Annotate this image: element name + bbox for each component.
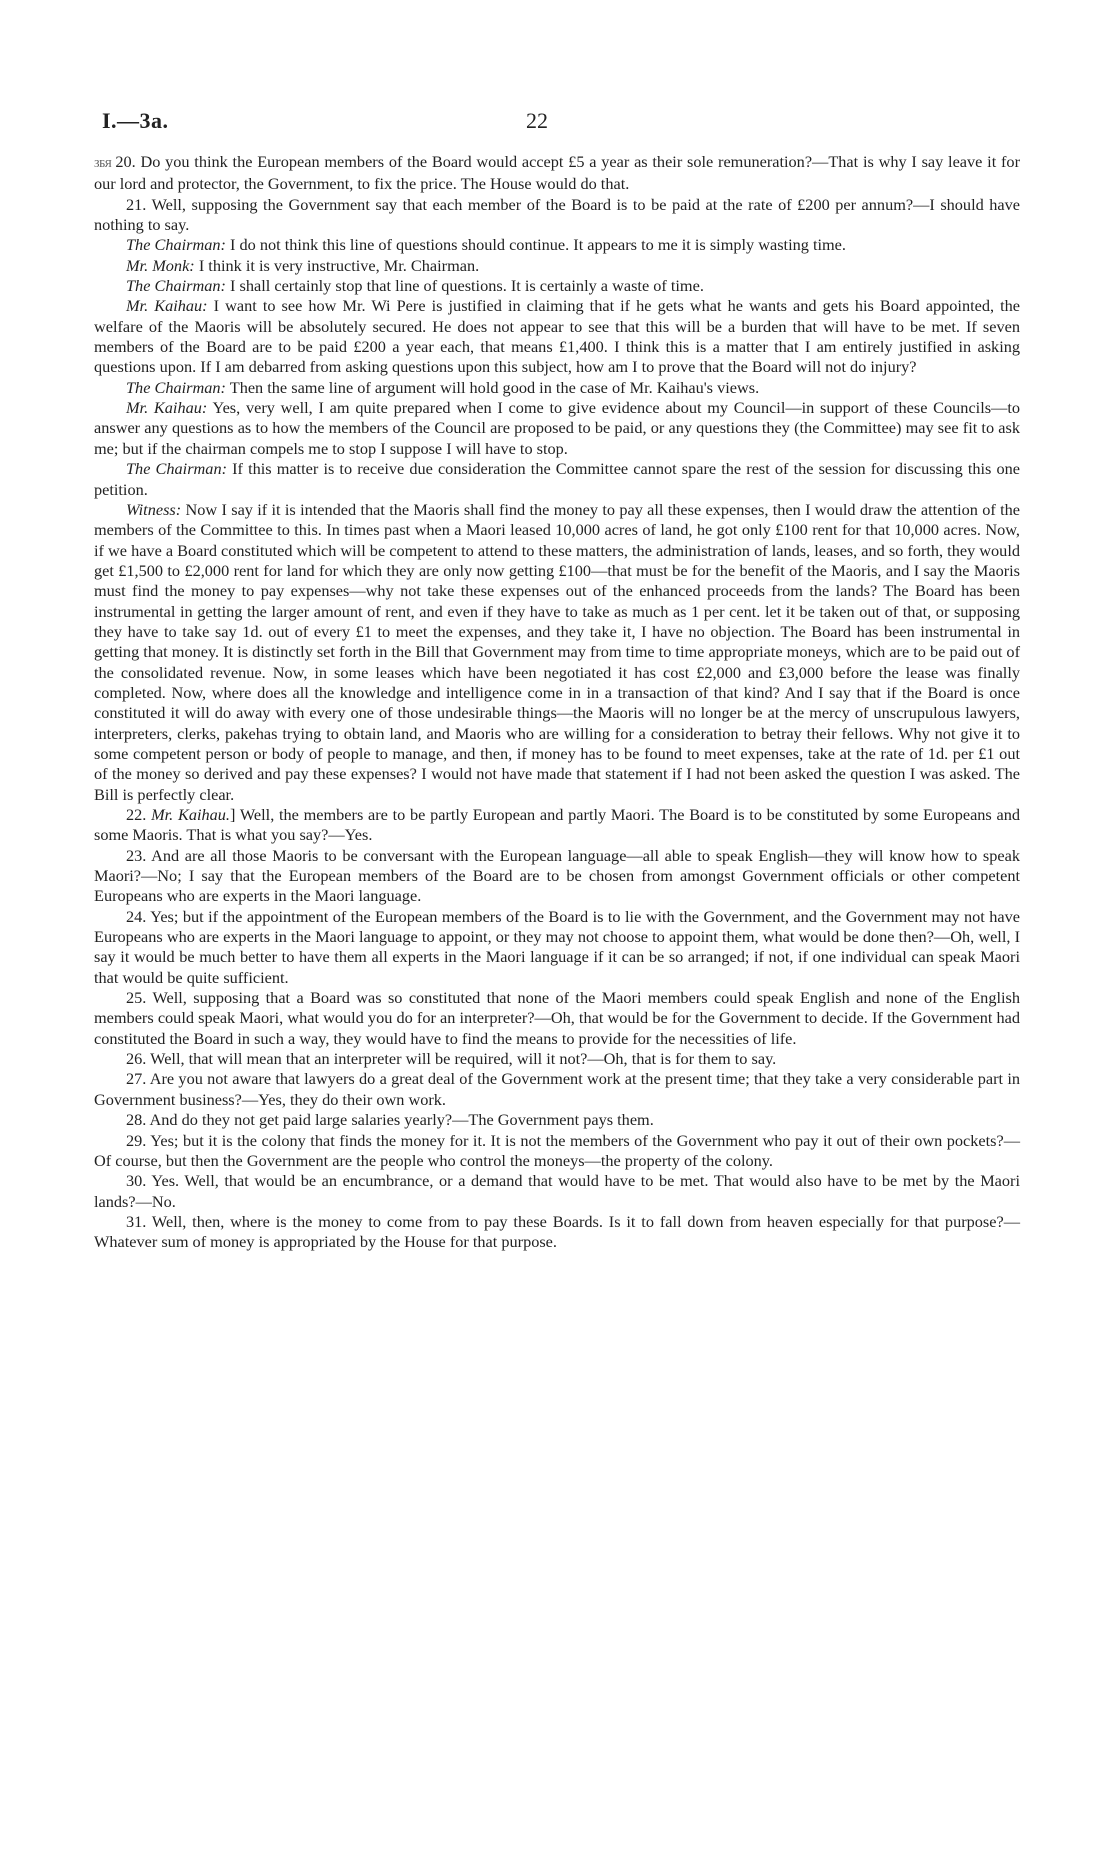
paragraph (94, 1131, 1020, 1172)
paragraph-text: Well, the members are to be partly European and partly Maori. The Board is to be constituted by some Europeans and some Maoris. That is what you say?—Yes. (94, 805, 1021, 845)
paragraph-text: I want to see how Mr. Wi Pere is justified in claiming that if he gets what he wants and gets his Board appointed, the welfare of the Maoris will be absolutely secured. He does not appear to see that this will be a burden that will have to be met. If seven members of the Board are to be paid £200 a year each, that means £1,400. I think this is a matter that I am entirely justified in asking questions upon. If I am debarred from asking questions upon this subject, how am I to prove that the Board will not do injury? (94, 296, 1020, 377)
paragraph (94, 195, 1020, 236)
paragraph (94, 296, 1020, 377)
paragraph (94, 398, 1020, 459)
speaker-label: Witness: (126, 499, 182, 519)
paragraph (94, 1110, 1020, 1130)
paragraph (94, 500, 1020, 805)
speaker-label: The Chairman: (126, 276, 226, 296)
paragraph-text: 28. And do they not get paid large salaries yearly?—The Government pays them. (126, 1110, 654, 1130)
paragraph-text: 25. Well, supposing that a Board was so constituted that none of the Maori members could speak English and none of the English members could speak Maori, what would you do for an interpreter?—Oh, that would be for the Government to decide. If the Government had constituted the Board in such a way, they would have to find the means to provide for the necessities of life. (94, 988, 1020, 1048)
speaker-label: The Chairman: (126, 235, 226, 255)
paragraph-text: 20. Do you think the European members of the Board would accept £5 a year as their sole remuneration?—That is why I say leave it for our lord and protector, the Government, to fix the price. The House would do that. (94, 152, 1020, 194)
paragraph-text: 31. Well, then, where is the money to come from to pay these Boards. Is it to fall down from heaven especially for that purpose?—Whatever sum of money is appropriated by the House for that purpose. (94, 1211, 1020, 1252)
document-reference: I.—3a. (102, 108, 169, 133)
paragraph (94, 1069, 1020, 1110)
paragraph-text: If this matter is to receive due consideration the Committee cannot spare the rest of the session for discussing this one petition. (94, 459, 1020, 499)
speaker-label: Mr. Kaihau: (126, 296, 208, 316)
paragraph (94, 1212, 1020, 1253)
paragraph (94, 805, 1020, 846)
paragraph (94, 256, 1020, 276)
paragraph (94, 1049, 1020, 1069)
paragraph-text: Then the same line of argument will hold good in the case of Mr. Kaihau's views. (229, 377, 760, 397)
paragraph (94, 907, 1020, 988)
page-number: 22 (526, 108, 548, 133)
document-body (94, 152, 1020, 1253)
speaker-label: Mr. Monk: (126, 255, 195, 275)
paragraph-text: 24. Yes; but if the appointment of the European members of the Board is to lie with the Government, and the Government may not have Europeans who are experts in the Maori language to appoint, or they may not choose to appoint them, what would be done then?—Oh, well, I say it would be much better to have them all experts in the Maori language if it can be so arranged; if not, if one individual can speak Maori that would be quite sufficient. (94, 906, 1020, 987)
paragraph-text: I do not think this line of questions should continue. It appears to me it is simply wasting time. (230, 235, 846, 255)
paragraph (94, 1171, 1020, 1212)
paragraph (94, 846, 1020, 907)
paragraph-text: 21. Well, supposing the Government say that each member of the Board is to be paid at the rate of £200 per annum?—I should have nothing to say. (94, 194, 1020, 235)
speaker-label: Mr. Kaihau: (126, 398, 208, 418)
paragraph-text: 30. Yes. Well, that would be an encumbrance, or a demand that would have to be met. That would also have to be met by the Maori lands?—No. (94, 1171, 1020, 1211)
paragraph-text: 23. And are all those Maoris to be conversant with the European language—all able to speak English—they will know how to speak Maori?—No; I say that the European members of the Board are to be chosen from amongst Government officials or other competent Europeans who are experts in the Maori language. (94, 845, 1020, 906)
paragraph (94, 276, 1020, 296)
speaker-label: The Chairman: (126, 377, 226, 397)
paragraph-text: 29. Yes; but it is the colony that finds the money for it. It is not the members of the Government who pay it out of their own pockets?—Of course, but then the Government are the people who control the moneys—the property of the colony. (94, 1130, 1020, 1170)
margin-mark: ЗБЯ (94, 158, 112, 170)
paragraph-text: Now I say if it is intended that the Maoris shall find the money to pay all these expenses, then I would draw the attention of the members of the Committee to this. In times past when a Maori leased 10,000 acres of land, he got only £100 rent for that 10,000 acres. Now, if we have a Board constituted which will be competent to attend to these matters, the administration of lands, leases, and so forth, they would get £1,500 to £2,000 rent for land for which they are only now getting £100—that must be for the benefit of the Maoris, and I say the Maoris must find the money to pay expenses—why not take these expenses out of the enhanced proceeds from the lands? The Board has been instrumental in getting the larger amount of rent, and even if they have to take as much as 1 per cent. let it be taken out of that, or supposing they have to take say 1d. out of every £1 to meet the expenses, and they take it, I have no objection. The Board has been instrumental in getting that money. It is distinctly set forth in the Bill that Government may from time to time appropriate moneys, which are to be paid out of the consolidated revenue. Now, in some leases which have been negotiated it has cost £2,000 and £3,000 before the lease was finally completed. Now, where does all the knowledge and intelligence come in in a transaction of that kind? And I say that if the Board is once constituted it will do away with every one of those undesirable things—the Maoris will no longer be at the mercy of unscrupulous lawyers, interpreters, clerks, pakehas trying to obtain land, and Maoris who are willing for a consideration to betray their fellows. Why not give it to some competent person or body of people to manage, and then, if money has to be found to meet expenses, take at the rate of 1d. per £1 out of the money so derived and pay these expenses? I would not have made that statement if I had not been asked the question I was asked. The Bill is perfectly clear. (94, 499, 1020, 804)
paragraph (94, 235, 1020, 255)
paragraph (94, 459, 1020, 500)
paragraph (94, 378, 1020, 398)
page-header (94, 108, 1020, 152)
paragraph (94, 152, 1020, 195)
paragraph-text: I think it is very instructive, Mr. Chairman. (198, 255, 480, 275)
paragraph (94, 988, 1020, 1049)
paragraph-text: 26. Well, that will mean that an interpreter will be required, will it not?—Oh, that is for them to say. (126, 1049, 777, 1069)
speaker-label: 22. Mr. Kaihau.] (126, 805, 236, 824)
speaker-label: The Chairman: (126, 459, 228, 479)
paragraph-text: I shall certainly stop that line of questions. It is certainly a waste of time. (230, 276, 704, 296)
paragraph-text: 27. Are you not aware that lawyers do a great deal of the Government work at the present time; that they take a very considerable part in Government business?—Yes, they do their own work. (94, 1069, 1020, 1109)
paragraph-text: Yes, very well, I am quite prepared when I come to give evidence about my Council—in support of these Councils—to answer any questions as to how the members of the Council are proposed to be paid, or any questions they (the Committee) may see fit to ask me; but if the chairman compels me to stop I suppose I will have to stop. (94, 398, 1021, 458)
